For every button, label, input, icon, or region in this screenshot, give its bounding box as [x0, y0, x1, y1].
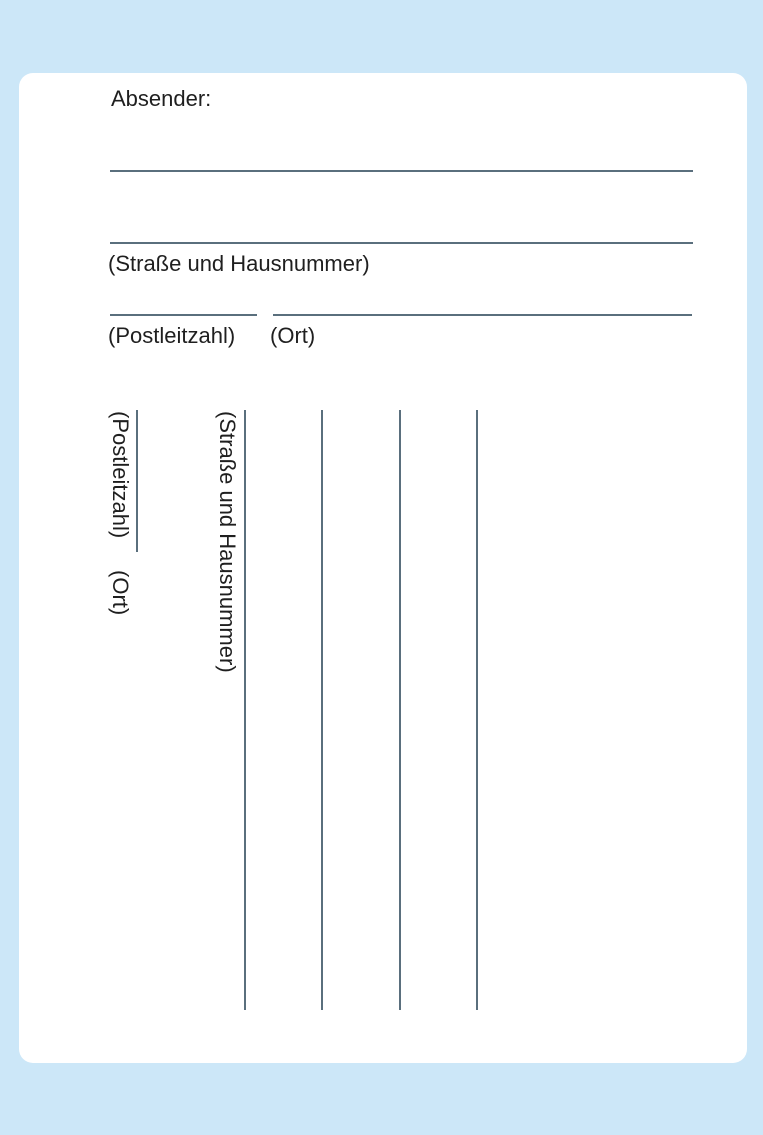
postal-code-line[interactable]: [110, 314, 257, 316]
postal-code-label: (Postleitzahl): [108, 323, 236, 348]
vertical-postal-code-line[interactable]: [136, 410, 138, 552]
vertical-street-line[interactable]: [244, 410, 246, 1010]
city-line[interactable]: [273, 314, 692, 316]
name-line[interactable]: [110, 170, 693, 172]
street-line[interactable]: [110, 242, 693, 244]
vertical-street-label: (Straße und Hausnummer): [215, 411, 240, 673]
vertical-line-4[interactable]: [399, 410, 401, 1010]
vertical-line-3[interactable]: [321, 410, 323, 1010]
vertical-city-label: (Ort): [108, 570, 133, 616]
street-label: (Straße und Hausnummer): [108, 251, 370, 276]
sender-card: [19, 73, 747, 1063]
absender-label: Absender:: [111, 86, 212, 111]
vertical-postal-code-label: (Postleitzahl): [108, 411, 133, 539]
city-label: (Ort): [270, 323, 316, 348]
vertical-line-5[interactable]: [476, 410, 478, 1010]
